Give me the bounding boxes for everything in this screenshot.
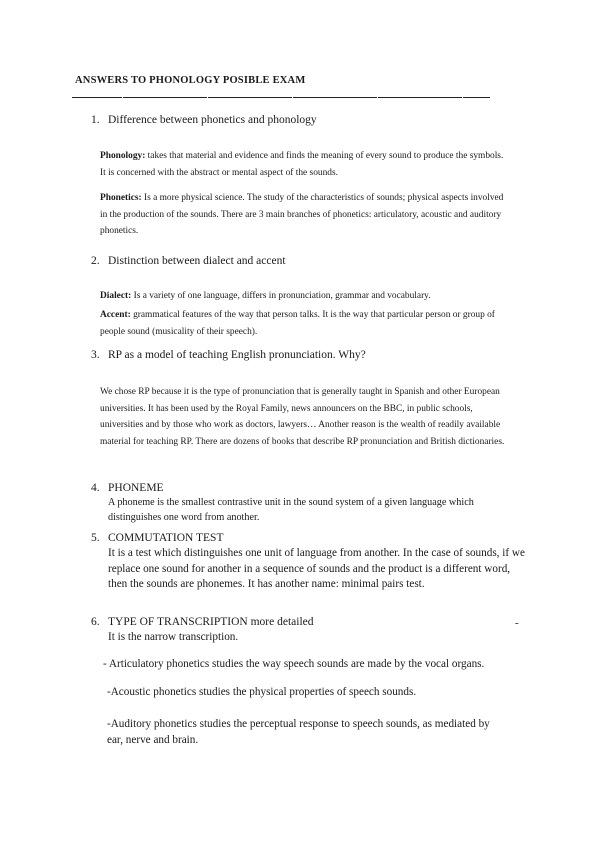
term: Phonology:: [100, 151, 146, 161]
section-6-heading: [91, 616, 314, 628]
section-number: 2.: [91, 255, 100, 267]
section-title: COMMUTATION TEST: [108, 532, 224, 544]
dialect-definition: [100, 288, 510, 305]
term: Accent:: [100, 310, 131, 320]
section-number: 1.: [91, 114, 100, 126]
transcription-answer: It is the narrow transcription.: [108, 631, 239, 643]
commutation-test-definition: It is a test which distinguishes one unit of language from another. In the case of sounds, if we replace one sound for another in a sequence of sounds and the product is a different word, then the sounds are phonemes. It has another name: minimal pairs test.: [108, 547, 525, 590]
section-number: 5.: [91, 532, 100, 544]
section-title: Distinction between dialect and accent: [108, 255, 286, 267]
section-number: 4.: [91, 482, 100, 494]
trailing-dash: -: [515, 617, 519, 629]
definition-text: grammatical features of the way that person talks. It is the way that particular person or group of people sound (musicality of their speech).: [100, 310, 495, 337]
definition-text: Is a more physical science. The study of the characteristics of sounds; physical aspects involved in the production of the sounds. There are 3 main branches of phonetics: articulatory, acoustic and auditory phonetics.: [100, 193, 504, 236]
section-1-heading: [91, 114, 317, 126]
section-number: 6.: [91, 616, 100, 628]
acoustic-phonetics-item: -Acoustic phonetics studies the physical properties of speech sounds.: [107, 686, 417, 698]
paragraph-text: We chose RP because it is the type of pronunciation that is generally taught in Spanish and other European universities. It has been used by the Royal Family, news announcers on the BBC, in public schools, universities and by those who work as doctors, lawyers… Another reason is the wealth of readily available material for teaching RP. There are dozens of books that describe RP pronunciation and British dictionaries.: [100, 387, 505, 447]
accent-definition: [100, 307, 510, 340]
phonetics-definition: [100, 190, 510, 240]
definition-text: takes that material and evidence and finds the meaning of every sound to produce the symbols. It is concerned with the abstract or mental aspect of the sounds.: [100, 151, 504, 178]
rp-explanation: [100, 384, 510, 450]
section-number: 3.: [91, 349, 100, 361]
section-3-heading: [91, 349, 366, 361]
section-title: PHONEME: [108, 482, 164, 494]
section-4-heading: [91, 482, 164, 494]
section-title: RP as a model of teaching English pronunciation. Why?: [108, 349, 366, 361]
section-title: TYPE OF TRANSCRIPTION more detailed: [108, 616, 314, 628]
phoneme-definition: A phoneme is the smallest contrastive unit in the sound system of a given language which distinguishes one word from another.: [108, 497, 474, 523]
document-title: ANSWERS TO PHONOLOGY POSIBLE EXAM: [75, 75, 306, 86]
definition-text: Is a variety of one language, differs in pronunciation, grammar and vocabulary.: [131, 291, 431, 301]
phonology-definition: [100, 148, 510, 181]
articulatory-phonetics-item: - Articulatory phonetics studies the way speech sounds are made by the vocal organs.: [103, 658, 485, 670]
title-underline: [72, 97, 490, 98]
section-title: Difference between phonetics and phonology: [108, 114, 317, 126]
auditory-phonetics-item: -Auditory phonetics studies the perceptual response to speech sounds, as mediated by ear, nerve and brain.: [107, 718, 490, 746]
section-2-heading: [91, 255, 286, 267]
section-5-heading: [91, 532, 223, 544]
term: Phonetics:: [100, 193, 142, 203]
term: Dialect:: [100, 291, 132, 301]
